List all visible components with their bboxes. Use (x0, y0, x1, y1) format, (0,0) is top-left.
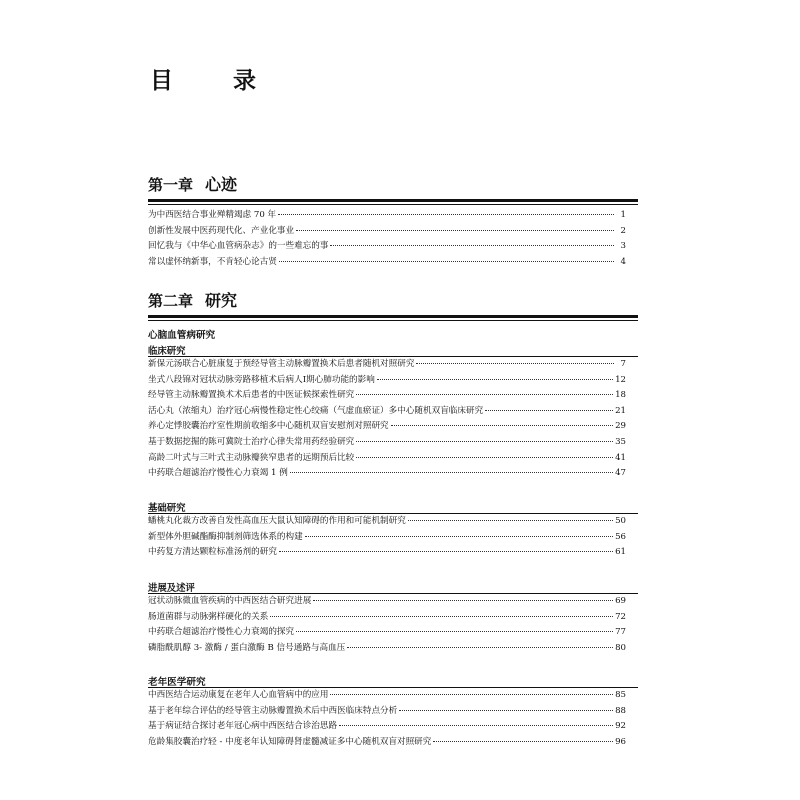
toc-entry-page: 3 (620, 241, 626, 252)
toc-entry-page: 29 (615, 421, 626, 432)
toc-entry[interactable] (148, 239, 626, 255)
dot-leader (305, 536, 613, 537)
toc-entry[interactable] (148, 545, 626, 561)
clinical-label: 临床研究 (148, 346, 186, 357)
dot-leader (356, 394, 613, 395)
dot-leader (279, 551, 613, 552)
toc-entry-title: 常以虚怀纳新事，不肯轻心论古贤 (148, 256, 277, 267)
toc-entry-page: 35 (615, 436, 626, 447)
toc-entry-page: 21 (615, 405, 626, 416)
toc-entry[interactable] (148, 735, 626, 751)
geriatric-label: 老年医学研究 (148, 677, 206, 688)
toc-entry-title: 冠状动脉微血管疾病的中西医结合研究进展 (148, 596, 312, 606)
toc-entry-page: 41 (615, 452, 626, 463)
toc-entry-page: 12 (615, 374, 626, 385)
toc-entry-title: 新型体外胆碱酯酶抑制剂筛选体系的构建 (148, 531, 303, 542)
dot-leader (278, 214, 614, 215)
chapter-2-name: 研究 (205, 291, 238, 310)
toc-entry-title: 高龄二叶式与三叶式主动脉瓣狭窄患者的远期预后比较 (148, 452, 355, 463)
toc-entry[interactable] (148, 451, 626, 467)
chapter-2-number: 第二章 (148, 292, 194, 310)
dot-leader (290, 472, 613, 473)
chapter-1-number: 第一章 (148, 176, 194, 194)
dot-leader (416, 363, 614, 364)
page-title: 目 录 (150, 67, 283, 94)
dot-leader (347, 647, 613, 648)
dot-leader (339, 725, 613, 726)
dot-leader (356, 441, 613, 442)
toc-entry-page: 1 (620, 210, 626, 220)
toc-entry-title: 回忆我与《中华心血管病杂志》的一些难忘的事 (148, 241, 329, 252)
toc-entry-page: 18 (615, 390, 626, 401)
toc-entry[interactable] (148, 625, 626, 641)
review-label: 进展及述评 (148, 583, 195, 594)
toc-entry-page: 4 (620, 256, 626, 267)
toc-entry-page: 92 (615, 721, 626, 732)
dot-leader (330, 694, 613, 695)
chapter-1-heading (148, 172, 638, 199)
toc-entry[interactable] (148, 404, 626, 420)
geriatric-entries (148, 688, 626, 750)
toc-entry[interactable] (148, 224, 626, 240)
toc-entry-title: 危龄集胶囊治疗轻 - 中度老年认知障碍肾虚髓减证多中心随机双盲对照研究 (148, 736, 432, 747)
toc-entry-title: 基于老年综合评估的经导管主动脉瓣置换术后中西医临床特点分析 (148, 705, 398, 716)
toc-entry[interactable] (148, 641, 626, 657)
toc-entry[interactable] (148, 688, 626, 704)
toc-entry-title: 坐式八段锦对冠状动脉旁路移植术后病人Ⅰ期心肺功能的影响 (148, 374, 375, 385)
toc-entry-title: 为中西医结合事业殚精竭虑 70 年 (148, 210, 277, 220)
dot-leader (408, 520, 613, 521)
toc-entry-page: 85 (615, 690, 626, 700)
dot-leader (356, 457, 613, 458)
toc-entry[interactable] (148, 514, 626, 530)
toc-entry-title: 中药联合超滤治疗慢性心力衰竭的探究 (148, 627, 295, 638)
toc-entry[interactable] (148, 719, 626, 735)
toc-entry[interactable] (148, 530, 626, 546)
toc-entry-title: 养心定悸胶囊治疗室性期前收缩多中心随机双盲安慰剂对照研究 (148, 421, 389, 432)
toc-entry-page: 72 (615, 611, 626, 622)
dot-leader (279, 261, 614, 262)
toc-entry-page: 2 (620, 225, 626, 236)
toc-entry-title: 中药复方清达颗粒标准汤剂的研究 (148, 547, 277, 558)
toc-entry-title: 经导管主动脉瓣置换术术后患者的中医证候探索性研究 (148, 390, 355, 401)
chapter-1-entries (148, 208, 626, 270)
toc-entry-title: 基于病证结合探讨老年冠心病中西医结合诊治思路 (148, 721, 338, 732)
toc-entry-page: 56 (615, 531, 626, 542)
toc-entry[interactable] (148, 704, 626, 720)
toc-entry-page: 7 (620, 359, 626, 369)
toc-entry-page: 50 (615, 516, 626, 526)
dot-leader (296, 631, 613, 632)
section-cardio-label: 心脑血管病研究 (148, 330, 216, 341)
chapter-1 (148, 172, 638, 205)
dot-leader (330, 245, 614, 246)
toc-entry-title: 蟠桃丸化裁方改善自发性高血压大鼠认知障碍的作用和可能机制研究 (148, 516, 406, 526)
toc-entry[interactable] (148, 373, 626, 389)
basic-label: 基础研究 (148, 503, 186, 514)
toc-entry-title: 活心丸（浓缩丸）治疗冠心病慢性稳定性心绞痛（气虚血瘀证）多中心随机双盲临床研究 (148, 405, 484, 416)
dot-leader (433, 741, 613, 742)
toc-entry[interactable] (148, 466, 626, 482)
chapter-2 (148, 288, 638, 321)
dot-leader (377, 379, 613, 380)
toc-entry-title: 基于数据挖掘的陈可冀院士治疗心律失常用药经验研究 (148, 436, 355, 447)
basic-entries (148, 514, 626, 561)
clinical-entries (148, 357, 626, 482)
chapter-2-heading (148, 288, 638, 315)
dot-leader (270, 616, 613, 617)
dot-leader (313, 600, 613, 601)
toc-entry[interactable] (148, 388, 626, 404)
toc-entry-page: 47 (615, 468, 626, 479)
dot-leader (485, 410, 613, 411)
toc-entry-title: 中药联合超滤治疗慢性心力衰竭 1 例 (148, 468, 288, 479)
chapter-2-rule (148, 315, 638, 321)
toc-entry[interactable] (148, 435, 626, 451)
toc-entry-page: 69 (615, 596, 626, 606)
toc-entry-page: 96 (615, 736, 626, 747)
toc-entry[interactable] (148, 594, 626, 610)
dot-leader (399, 710, 613, 711)
toc-entry[interactable] (148, 255, 626, 271)
dot-leader (296, 230, 614, 231)
dot-leader (391, 425, 613, 426)
toc-entry-page: 88 (615, 705, 626, 716)
chapter-1-rule (148, 199, 638, 205)
review-entries (148, 594, 626, 656)
toc-entry[interactable] (148, 419, 626, 435)
toc-entry-title: 新保元汤联合心脏康复于预经导管主动脉瓣置换术后患者随机对照研究 (148, 359, 415, 369)
toc-entry-title: 中西医结合运动康复在老年人心血管病中的应用 (148, 690, 329, 700)
toc-entry-title: 创新性发展中医药现代化、产业化事业 (148, 225, 295, 236)
chapter-1-name: 心迹 (205, 175, 238, 194)
toc-entry-title: 肠道菌群与动脉粥样硬化的关系 (148, 611, 269, 622)
toc-entry-page: 80 (615, 642, 626, 653)
toc-entry[interactable] (148, 208, 626, 224)
toc-entry[interactable] (148, 610, 626, 626)
toc-entry-page: 61 (615, 547, 626, 558)
toc-entry-page: 77 (615, 627, 626, 638)
toc-entry-title: 磷脂酰肌醇 3- 激酶 / 蛋白激酶 B 信号通路与高血压 (148, 642, 346, 653)
toc-entry[interactable] (148, 357, 626, 373)
